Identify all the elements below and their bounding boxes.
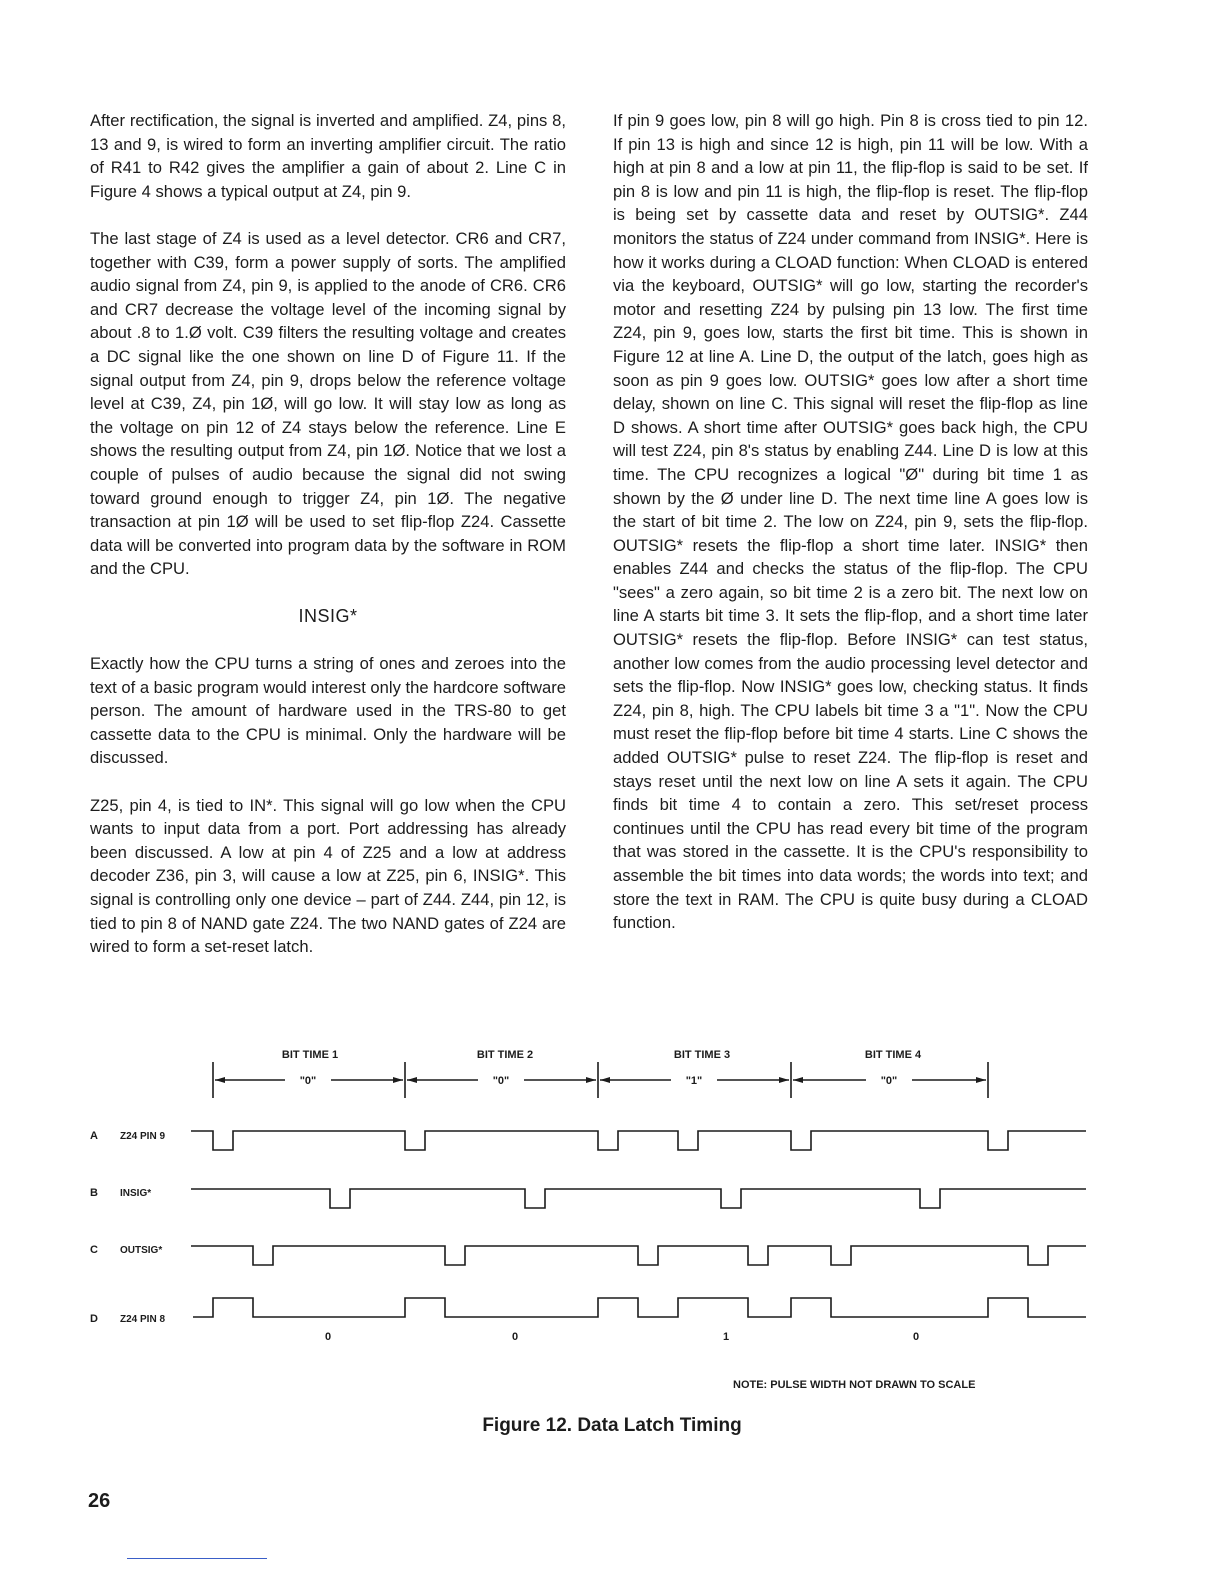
left-paragraph-2: The last stage of Z4 is used as a level detector. CR6 and CR7, together with C39, form a power supply of sorts. The amplified audio signal from Z4, pin 9, is applied to the anode of CR6. CR6 and CR7 decrease the voltage level of the incoming signal by about .8 to 1.Ø volt. C39 filters the resulting voltage and creates a DC signal like the one shown on line D of Figure 11. If the signal output from Z4, pin 9, drops below the reference voltage level at C39, Z4, pin 1Ø, will go low. It will stay low as long as the voltage on pin 12 of Z4 stays below the reference. Line E shows the resulting output from Z4, pin 1Ø. Notice that we lost a couple of pulses of audio because the signal did not swing toward ground enough to trigger Z4, pin 1Ø. The negative transaction at pin 1Ø will be used to set flip-flop Z24. Cassette data will be converted into program data by the software in ROM and the CPU. <box>90 228 566 579</box>
bit-time-4-value: "0" <box>880 1075 898 1087</box>
signal-b-letter: B <box>90 1187 98 1199</box>
left-paragraph-1: After rectification, the signal is inverted and amplified. Z4, pins 8, 13 and 9, is wired to form an inverting amplifier circuit. The ratio of R41 to R42 gives the amplifier a gain of about 2. Line C in Figure 4 shows a typical output at Z4, pin 9. <box>90 111 566 201</box>
signal-b-name: INSIG* <box>120 1188 152 1199</box>
waveform-z24-pin9 <box>191 1131 1086 1150</box>
left-paragraph-4: Z25, pin 4, is tied to IN*. This signal will go low when the CPU wants to input data from a port. Port addressing has already been discussed. A low at pin 4 of Z25 and a low at address decoder Z36, pin 3, will cause a low at Z25, pin 6, INSIG*. This signal is controlling only one device – part of Z44. Z44, pin 12, is tied to pin 8 of NAND gate Z24. The two NAND gates of Z24 are wired to form a set-reset latch. <box>90 795 566 957</box>
bit-value-3: 1 <box>722 1331 730 1343</box>
figure-caption: Figure 12. Data Latch Timing <box>482 1415 742 1436</box>
section-heading-insig: INSIG* <box>298 606 358 627</box>
waveform-outsig <box>191 1246 1086 1265</box>
waveform-insig <box>191 1189 1086 1208</box>
signal-d-name: Z24 PIN 8 <box>120 1314 166 1325</box>
waveform-z24-pin8 <box>193 1298 1086 1317</box>
bit-time-4-label: BIT TIME 4 <box>864 1049 922 1061</box>
signal-d-letter: D <box>90 1313 98 1325</box>
figure-note: NOTE: PULSE WIDTH NOT DRAWN TO SCALE <box>733 1379 976 1391</box>
bit-value-1: 0 <box>324 1331 332 1343</box>
left-paragraph-3: Exactly how the CPU turns a string of ones and zeroes into the text of a basic program would interest only the hardcore software person. The amount of hardware used in the TRS-80 to get cassette data to the CPU is minimal. Only the hardware will be discussed. <box>90 654 566 768</box>
dimension-arrowheads <box>215 1077 986 1083</box>
bit-time-1-value: "0" <box>299 1075 317 1087</box>
bit-value-4: 0 <box>912 1331 920 1343</box>
footer-rule <box>127 1558 267 1559</box>
signal-a-letter: A <box>90 1130 98 1142</box>
bit-time-2-value: "0" <box>492 1075 510 1087</box>
bit-value-2: 0 <box>511 1331 519 1343</box>
bit-time-1-label: BIT TIME 1 <box>281 1049 339 1061</box>
signal-c-name: OUTSIG* <box>120 1245 163 1256</box>
left-column <box>90 109 566 982</box>
right-column <box>613 109 1088 958</box>
timing-diagram <box>78 1040 1098 1400</box>
bit-time-3-label: BIT TIME 3 <box>673 1049 731 1061</box>
bit-time-3-value: "1" <box>685 1075 703 1087</box>
signal-c-letter: C <box>90 1244 98 1256</box>
right-paragraph-1: If pin 9 goes low, pin 8 will go high. Pin 8 is cross tied to pin 12. If pin 13 is high and since 12 is high, pin 11 will be low. With a high at pin 8 and a low at pin 11, the flip-flop is said to be set. If pin 8 is low and pin 11 is high, the flip-flop is reset. The flip-flop is being set by cassette data and reset by OUTSIG*. Z44 monitors the status of Z24 under command from INSIG*. Here is how it works during a CLOAD function: When CLOAD is entered via the keyboard, OUTSIG* will go low, starting the recorder's motor and resetting Z24 by pulsing pin 13 low. The first time Z24, pin 9, goes low, starts the first bit time. This is shown in Figure 12 at line A. Line D, the output of the latch, goes high as soon as pin 9 goes low. OUTSIG* goes low after a short time delay, shown on line C. This signal will reset the flip-flop as line D shows. A short time after OUTSIG* goes back high, the CPU will test Z24, pin 8's status by enabling Z44. Line D is low at this time. The CPU recognizes a logical "Ø" during bit time 1 as shown by the Ø under line D. The next time line A goes low is the start of bit time 2. The low on Z24, pin 9, sets the flip-flop. OUTSIG* resets the flip-flop a short time later. INSIG* then enables Z44 and checks the status of the flip-flop. The CPU "sees" a zero again, so bit time 2 is a zero bit. The next low on line A starts bit time 3. It sets the flip-flop, and a short time later OUTSIG* resets the flip-flop. Before INSIG* can test status, another low comes from the audio processing level detector and sets the flip-flop. Now INSIG* goes low, checking status. It finds Z24, pin 8, high. The CPU labels bit time 3 a "1". Now the CPU must reset the flip-flop before bit time 4 starts. Line C shows the added OUTSIG* pulse to reset Z24. The flip-flop is reset and stays reset until the next low on line A sets it again. The CPU finds bit time 4 to contain a zero. This set/reset process continues until the CPU has read every bit time of the program that was stored in the cassette. It is the CPU's responsibility to assemble the bit times into data words; the words into text; and store the text in RAM. The CPU is quite busy during a CLOAD function. <box>613 111 1088 933</box>
bit-time-2-label: BIT TIME 2 <box>476 1049 534 1061</box>
page-number: 26 <box>88 1490 111 1512</box>
signal-a-name: Z24 PIN 9 <box>120 1131 166 1142</box>
